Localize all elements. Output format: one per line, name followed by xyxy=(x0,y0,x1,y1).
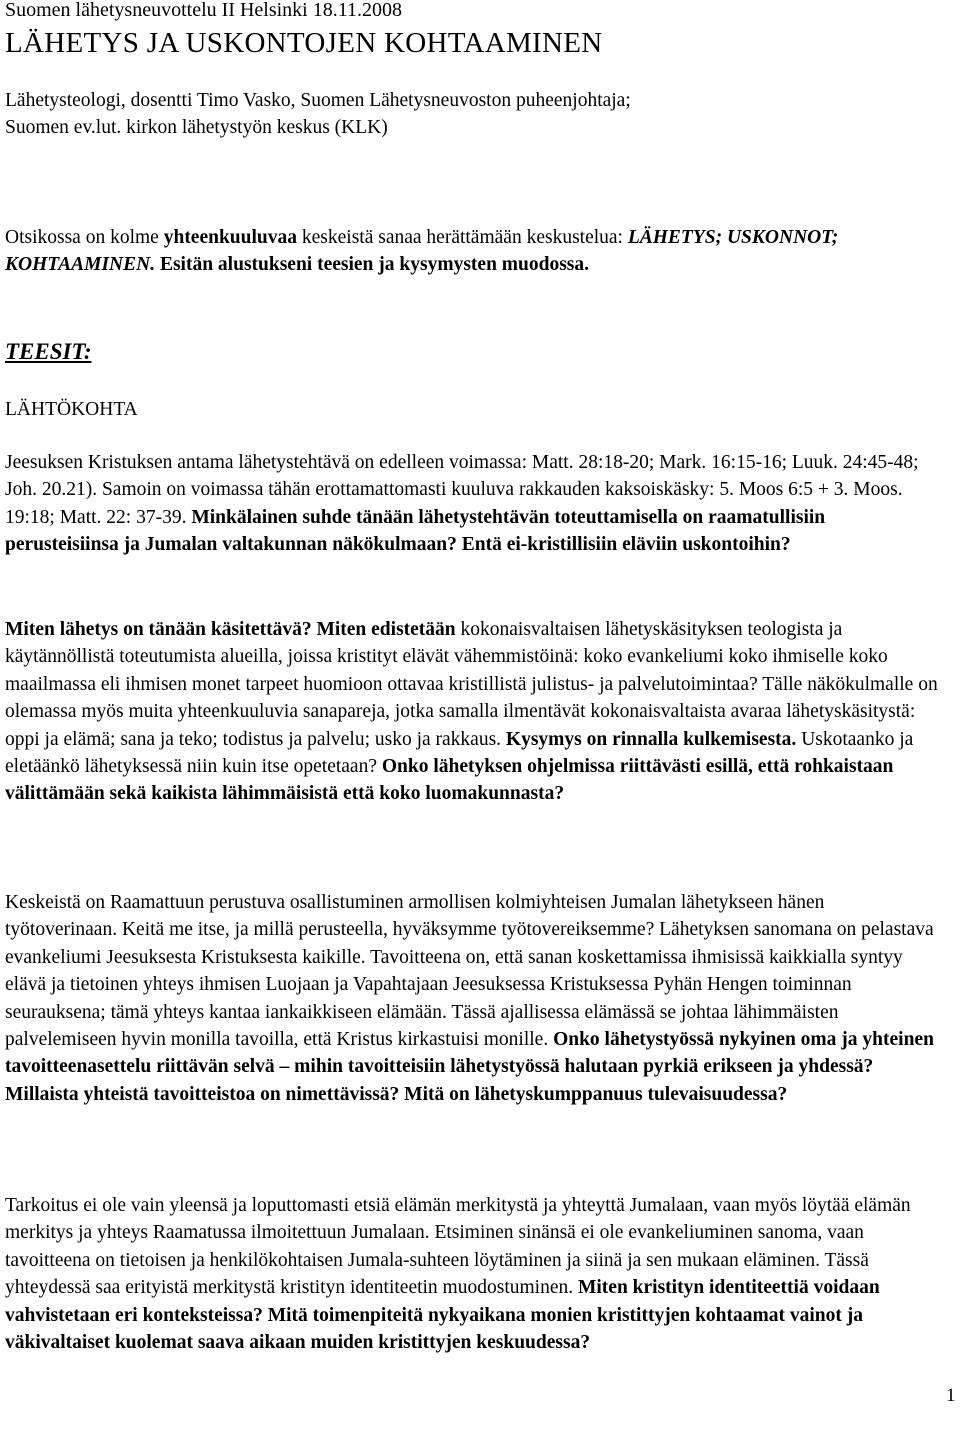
author-info xyxy=(5,87,940,141)
intro-paragraph xyxy=(5,224,940,279)
intro-bold-2: Esitän alustukseni teesien ja kysymysten muodossa. xyxy=(155,254,590,276)
intro-text-2: keskeistä sanaa herättämään keskustelua: xyxy=(297,227,628,248)
paragraph-mission-understanding xyxy=(5,616,940,808)
theses-heading: TEESIT: xyxy=(5,339,92,364)
p1-question: Minkälainen suhde tänään lähetystehtävän toteuttamisella on raamatullisiin perusteisiinsa ja Jumalan valtakunnan näkökulmaan? Entä ei-kristillisiin eläviin uskontoihin? xyxy=(5,506,826,556)
p3-text: Tarkoitus ei ole vain yleensä ja loputtomasti etsiä elämän merkitystä ja yhteyttä Jumalaan, vaan myös löytää elämän merkitys ja yhteys Raamatussa ilmoitettuun Jumalaan. Etsiminen sinänsä ei ole evankeliuminen sanoma, vaan tavoitteena on tietoisen ja henkilökohtaisen Jumala-suhteen löytäminen ja siinä ja sen mukaan eläminen. Tässä yhteydessä saa erityistä merkitystä kristityn identiteetin muodostuminen. xyxy=(5,1195,911,1299)
p3-question: Miten kristityn identiteettiä voidaan vahvistetaan eri konteksteissa? Mitä toimenpiteitä nykyaikana monien kristittyjen kohtaamat vainot ja väkivaltaiset kuolemat saava aikaan muiden kristittyjen keskuudessa? xyxy=(5,1277,880,1354)
p2-text: Keskeistä on Raamattuun perustuva osallistuminen armollisen kolmiyhteisen Jumalan lähetykseen hänen työtoverinaan. Keitä me itse, ja millä perusteella, hyväksymme työtovereiksemme? Lähetyksen sanomana on pelastava evankeliumi Jeesuksesta Kristuksesta kaikille. Tavoitteena on, että sanan koskettamissa ihmisissä kaikkialla syntyy elävä ja tietoinen yhteys ihmisen Luojaan ja Vapahtajaan Jeesuksessa Kristuksessa Pyhän Hengen toiminnan seurauksena; tämä yhteys kantaa iankaikkiseen elämään. Tässä ajallisessa elämässä se johtaa lähimmäisten palvelemiseen hyvin monilla tavoilla, että Kristus kirkastuisi monille. xyxy=(5,892,934,1051)
author-line-1: Lähetysteologi, dosentti Timo Vasko, Suomen Lähetysneuvoston puheenjohtaja; xyxy=(5,90,631,111)
pq-text-2: Uskotaanko ja eletäänkö lähetyksessä niin kuin itse opetetaan? xyxy=(5,728,914,778)
p1-text: Jeesuksen Kristuksen antama lähetystehtävä on edelleen voimassa: Matt. 28:18-20; Mark. 16:15-16; Luuk. 24:45-48; Joh. 20.21). Samoin on voimassa tähän erottamattomasti kuuluva rakkauden kaksoiskäsky: 5. Moos 6:5 + 3. Moos. 19:18; Matt. 22: 37-39. xyxy=(5,452,919,528)
document-title: LÄHETYS JA USKONTOJEN KOHTAAMINEN xyxy=(5,27,603,59)
section-heading: LÄHTÖKOHTA xyxy=(5,399,138,420)
pq-bold-3: Onko lähetyksen ohjelmissa riittävästi esillä, että rohkaistaan välittämään sekä kaikista lähimmäisistä että koko luomakunnasta? xyxy=(5,756,894,805)
paragraph-participation xyxy=(5,889,940,1108)
intro-text-1: Otsikossa on kolme xyxy=(5,227,164,248)
page-number: 1 xyxy=(946,1385,956,1406)
p2-question: Onko lähetystyössä nykyinen oma ja yhteinen tavoitteenasettelu riittävän selvä – mihin tavoitteisiin lähetystyössä halutaan pyrkiä erikseen ja yhdessä? Millaista yhteistä tavoitteistoa on nimettävissä? Mitä on lähetyskumppanuus tulevaisuudessa? xyxy=(5,1029,934,1105)
pq-bold-2: Kysymys on rinnalla kulkemisesta. xyxy=(505,728,797,750)
conference-header: Suomen lähetysneuvottelu II Helsinki 18.11.2008 xyxy=(5,0,402,21)
pq-text-1: kokonaisvaltaisen lähetyskäsityksen teologista ja käytännöllistä toteutumista alueilla, joissa kristityt elävät vähemmistöinä: koko evankeliumi koko ihmiselle koko maailmassa eli ihmisen monet tarpeet huomioon ottavaa kristillistä julistus- ja palvelutoimintaa? Tälle näkökulmalle on olemassa myös muita yhteenkuuluvia sanapareja, jotka samalla ilmentävät kokonaisvaltaista avaraa lähetyskäsitystä: oppi ja elämä; sana ja teko; todistus ja palvelu; usko ja rakkaus. xyxy=(5,619,938,750)
intro-keywords: LÄHETYS; USKONNOT; KOHTAAMINEN. xyxy=(5,227,839,276)
paragraph-purpose xyxy=(5,1192,940,1356)
paragraph-starting-point xyxy=(5,449,940,559)
intro-bold-1: yhteenkuuluvaa xyxy=(163,227,298,248)
author-line-2: Suomen ev.lut. kirkon lähetystyön keskus (KLK) xyxy=(5,117,388,138)
pq-bold-1: Miten lähetys on tänään käsitettävä? Miten edistetään xyxy=(5,619,456,640)
